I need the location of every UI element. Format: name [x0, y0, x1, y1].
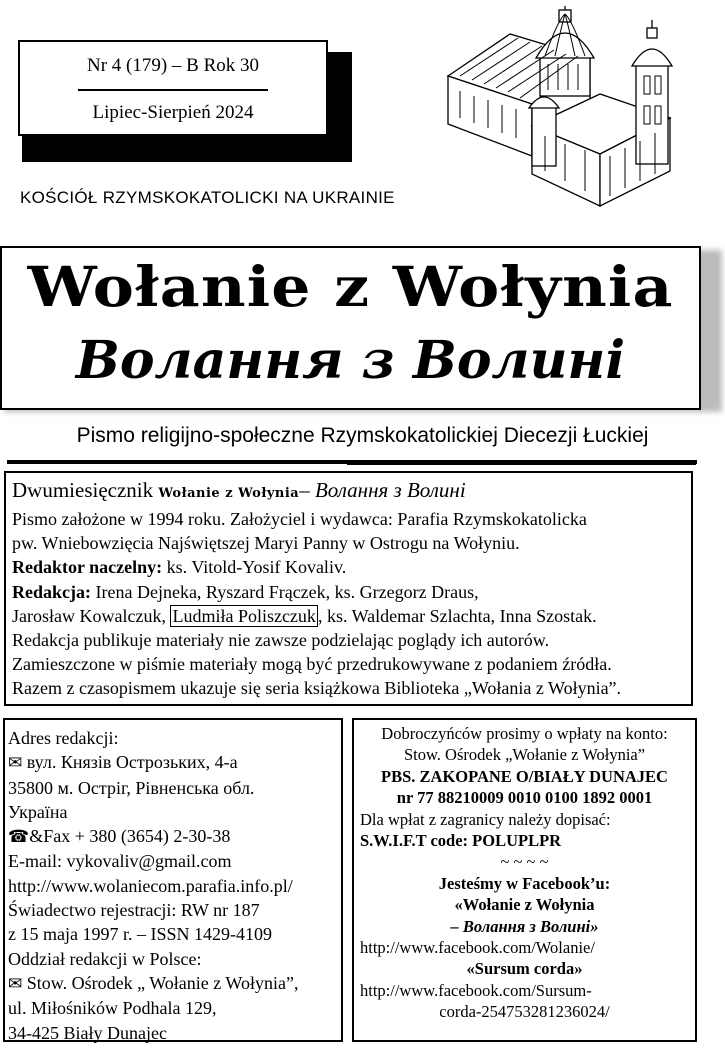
staff-highlighted-name: Ludmiła Poliszczuk: [172, 605, 316, 626]
address-box: [3, 718, 343, 1042]
address-website[interactable]: http://www.wolaniecom.parafia.info.pl/: [8, 875, 293, 896]
address-street-line: [8, 750, 338, 775]
info-founded-line-1: Pismo założone w 1994 roku. Założyciel i wydawca: Parafia Rzymskokatolicka: [12, 509, 587, 529]
address-registration-2: z 15 maja 1997 r. – ISSN 1429-4109: [8, 924, 272, 945]
editor-name: ks. Vitold-Yosif Kovaliv.: [162, 557, 347, 578]
info-heading: [12, 477, 685, 507]
info-note-1: Redakcja publikuje materiały nie zawsze podzielając poglądy ich autorów.: [12, 630, 550, 651]
staff-names-2b: , ks. Waldemar Szlachta, Inna Szostak.: [317, 605, 597, 626]
donation-separator: ~ ~ ~ ~: [500, 852, 549, 872]
facebook-url-2a[interactable]: http://www.facebook.com/Sursum-: [360, 980, 592, 1000]
address-poland-city: 34-425 Biały Dunajec: [8, 1022, 167, 1043]
info-staff-line-1: [12, 580, 685, 604]
info-staff-line-2: [12, 604, 685, 628]
address-phone-line: [8, 824, 338, 849]
address-poland-street: ul. Miłośników Podhala 129,: [8, 998, 217, 1019]
editor-label: Redaktor naczelny:: [12, 557, 163, 578]
facebook-url-2b[interactable]: corda-254753281236024/: [439, 1002, 610, 1022]
issue-date: Lipiec-Sierpień 2024: [92, 102, 254, 123]
subtitle-rule-thin: [347, 464, 696, 465]
envelope-icon: ✉: [8, 753, 23, 774]
staff-names-2a: Jarosław Kowalczuk,: [12, 605, 171, 626]
editorial-info-box: [4, 471, 693, 706]
address-poland-org-line: [8, 971, 338, 996]
telephone-icon: ☎: [8, 827, 30, 848]
address-title: Adres redakcji:: [8, 728, 119, 748]
info-founded-line-2: pw. Wniebowzięcia Najświętszej Maryi Panny w Ostrogu na Wołyniu.: [12, 533, 520, 554]
issue-divider: [78, 89, 268, 91]
donation-org: Stow. Ośrodek „Wołanie z Wołynia”: [403, 745, 646, 765]
cathedral-illustration: [440, 6, 720, 216]
facebook-title-ukrainian: – Волання з Волині»: [450, 916, 599, 936]
donation-request: Dobroczyńców prosimy o wpłaty na konto:: [381, 724, 668, 743]
info-editor-line: [12, 555, 685, 579]
issue-box: [18, 40, 328, 136]
facebook-title-polish: «Wołanie z Wołynia: [454, 895, 595, 915]
donation-swift: S.W.I.F.T code: POLUPLPR: [360, 831, 562, 851]
facebook-sursum-title: «Sursum corda»: [466, 959, 583, 979]
address-poland-title: Oddział redakcji w Polsce:: [8, 948, 202, 969]
donation-abroad: Dla wpłat z zagranicy należy dopisać:: [360, 809, 611, 829]
address-phone: &Fax + 380 (3654) 2-30-38: [29, 826, 231, 847]
masthead-title-polish: Wołanie z Wołynia: [27, 254, 674, 319]
address-registration-1: Świadectwo rejestracji: RW nr 187: [8, 900, 260, 921]
donation-account: nr 77 88210009 0010 0100 1892 0001: [396, 788, 653, 808]
issue-number: Nr 4 (179) – B Rok 30: [86, 55, 260, 76]
masthead-title-ukrainian: Волання з Волині: [75, 330, 626, 391]
address-email[interactable]: E-mail: vykovaliv@gmail.com: [8, 851, 232, 872]
info-title-polish: Wołanie z Wołynia: [158, 486, 300, 501]
staff-names-1: Irena Dejneka, Ryszard Frączek, ks. Grzegorz Draus,: [91, 581, 479, 602]
address-country: Україна: [8, 801, 68, 822]
facebook-url-1[interactable]: http://www.facebook.com/Wolanie/: [360, 938, 595, 958]
donation-bank: PBS. ZAKOPANE O/BIAŁY DUNAJEC: [381, 766, 668, 786]
masthead: [0, 246, 701, 410]
info-note-3: Razem z czasopismem ukazuje się seria książkowa Biblioteka „Wołania z Wołynia”.: [12, 678, 622, 699]
church-name: KOŚCIÓŁ RZYMSKOKATOLICKI NA UKRAINIE: [20, 188, 395, 207]
donation-box: [352, 718, 697, 1042]
address-street: вул. Князів Острозьких, 4-а: [22, 752, 238, 773]
publication-subtitle: Pismo religijno-społeczne Rzymskokatolickiej Diecezji Łuckiej: [76, 424, 649, 447]
info-frequency-label: Dwumiesięcznik: [12, 478, 154, 502]
info-title-ukrainian: – Волання з Волині: [299, 478, 466, 502]
facebook-heading: Jesteśmy w Facebook’u:: [438, 873, 611, 893]
staff-label: Redakcja:: [12, 581, 91, 602]
address-city: 35800 м. Острiг, Рiвненська обл.: [8, 777, 255, 798]
address-poland-org: Stow. Ośrodek „ Wołanie z Wołynia”,: [22, 972, 299, 993]
envelope-icon: ✉: [8, 973, 23, 994]
info-note-2: Zamieszczone w piśmie materiały mogą być przedrukowywane z podaniem źródła.: [12, 654, 612, 675]
